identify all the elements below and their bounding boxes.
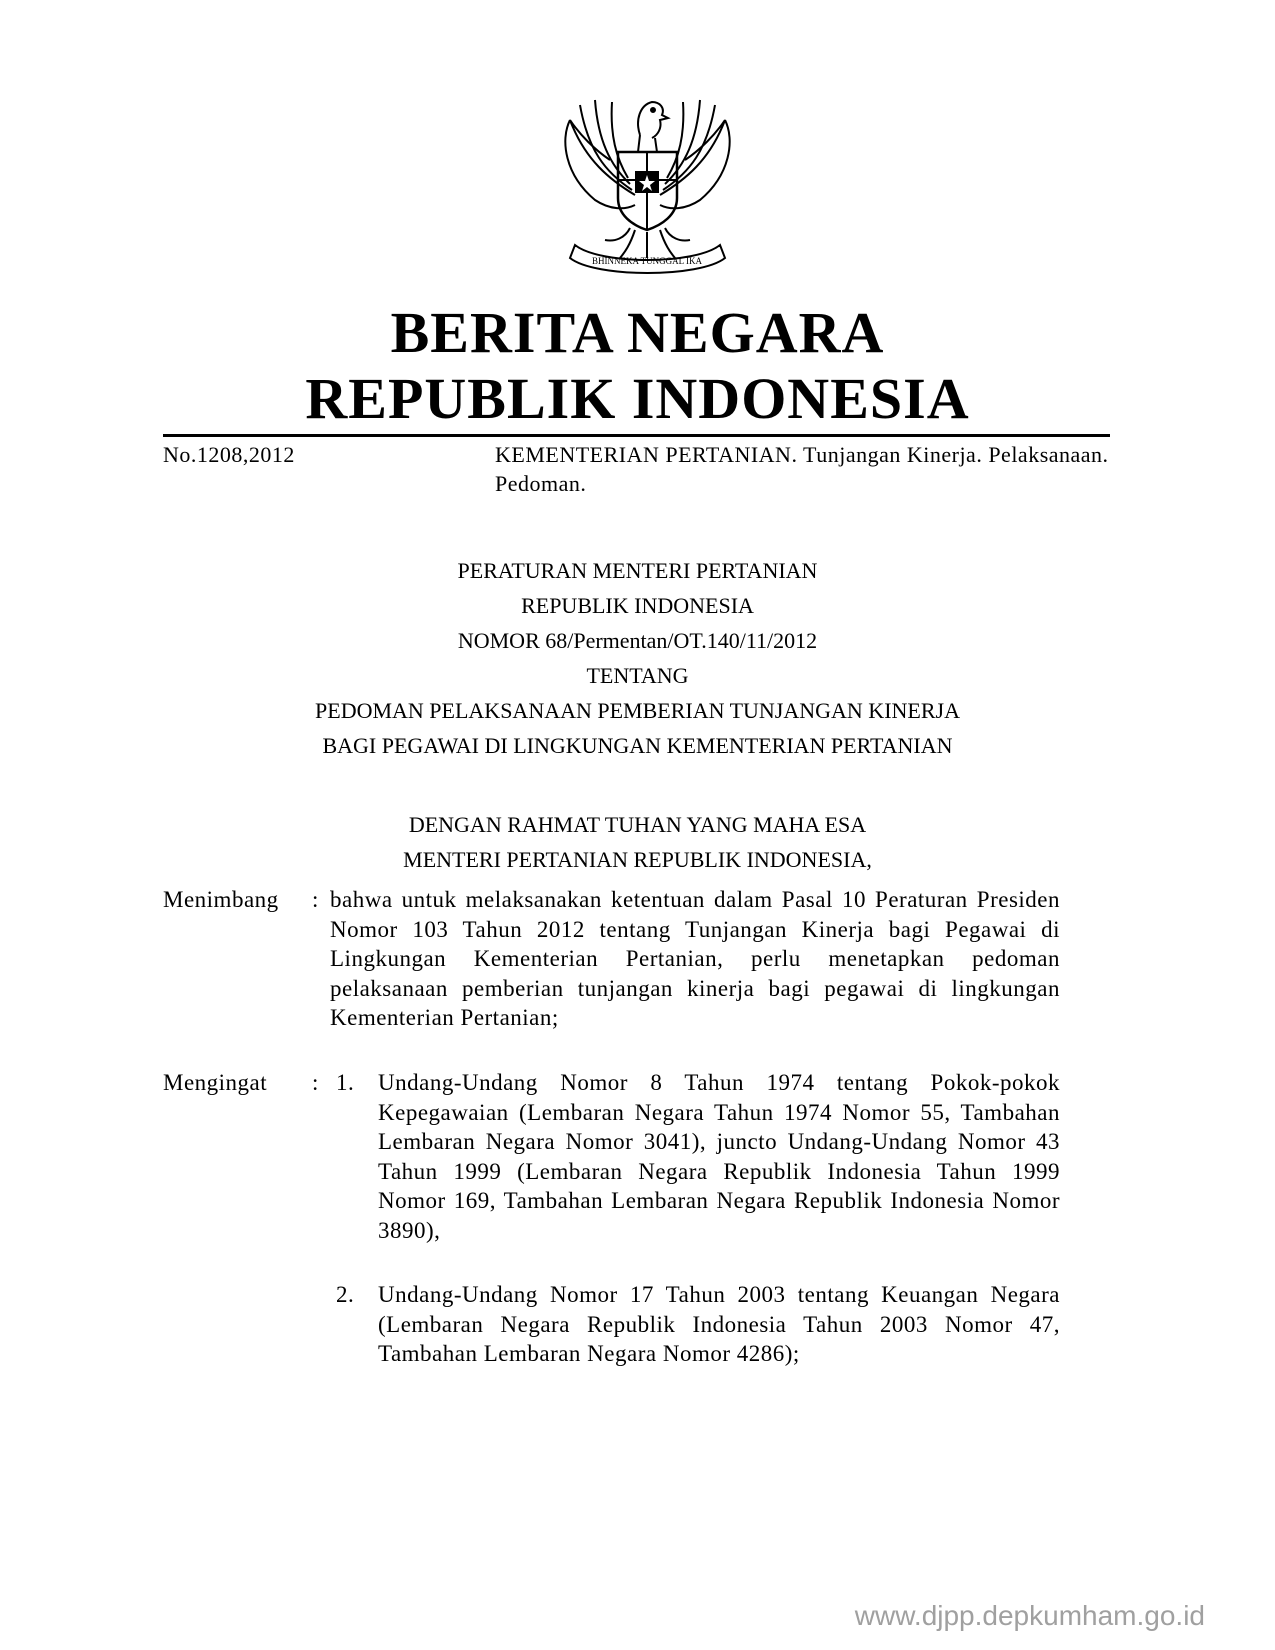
masthead-divider: [163, 434, 1110, 437]
menimbang-label: Menimbang: [163, 887, 279, 912]
opening-line: DENGAN RAHMAT TUHAN YANG MAHA ESA: [408, 812, 867, 837]
regulation-line: PERATURAN MENTERI PERTANIAN: [457, 558, 818, 583]
regulation-line: REPUBLIK INDONESIA: [521, 593, 754, 618]
regulation-number: NOMOR 68/Permentan/OT.140/11/2012: [457, 628, 818, 653]
emblem-motto: BHINNEKA TUNGGAL IKA: [592, 256, 702, 266]
garuda-pancasila-emblem-icon: [540, 80, 755, 280]
mengingat-colon: :: [312, 1070, 319, 1095]
masthead-title: BERITA NEGARA: [390, 300, 885, 365]
opening-formula: [0, 807, 1275, 877]
regulation-line: TENTANG: [586, 663, 689, 688]
regulation-subject: PEDOMAN PELAKSANAAN PEMBERIAN TUNJANGAN KINERJA: [315, 698, 960, 723]
watermark-url: www.djpp.depkumham.go.id: [854, 1600, 1205, 1631]
list-item: Undang-Undang Nomor 8 Tahun 1974 tentang Pokok-pokok Kepegawaian (Lembaran Negara Tahun 1974 Nomor 55, Tambahan Lembaran Negara Nomor 3041), juncto Undang-Undang Nomor 43 Tahun 1999 (Lembaran Negara Republik Indonesia Tahun 1999 Nomor 169, Tambahan Lembaran Negara Republik Indonesia Nomor 3890),: [378, 1070, 1060, 1243]
regulation-subject: BAGI PEGAWAI DI LINGKUNGAN KEMENTERIAN PERTANIAN: [322, 733, 953, 758]
gazette-number: No.1208,2012: [163, 442, 295, 467]
list-item: Undang-Undang Nomor 17 Tahun 2003 tentang Keuangan Negara (Lembaran Negara Republik Indonesia Tahun 2003 Nomor 47, Tambahan Lembaran Negara Nomor 4286);: [378, 1282, 1060, 1366]
list-item-number: 1.: [336, 1070, 355, 1095]
regulation-title: [0, 553, 1275, 763]
menimbang-colon: :: [312, 887, 319, 912]
gazette-description: KEMENTERIAN PERTANIAN. Tunjangan Kinerja. Pelaksanaan. Pedoman.: [495, 442, 1109, 496]
list-item-number: 2.: [336, 1282, 355, 1307]
opening-line: MENTERI PERTANIAN REPUBLIK INDONESIA,: [403, 847, 872, 872]
masthead-subtitle: REPUBLIK INDONESIA: [305, 366, 970, 431]
menimbang-text: bahwa untuk melaksanakan ketentuan dalam Pasal 10 Peraturan Presiden Nomor 103 Tahun 2012 tentang Tunjangan Kinerja bagi Pegawai di Lingkungan Kementerian Pertanian, perlu menetapkan pedoman pelaksanaan pemberian tunjangan kinerja bagi pegawai di lingkungan Kementerian Pertanian;: [330, 887, 1060, 1030]
mengingat-label: Mengingat: [163, 1070, 268, 1095]
